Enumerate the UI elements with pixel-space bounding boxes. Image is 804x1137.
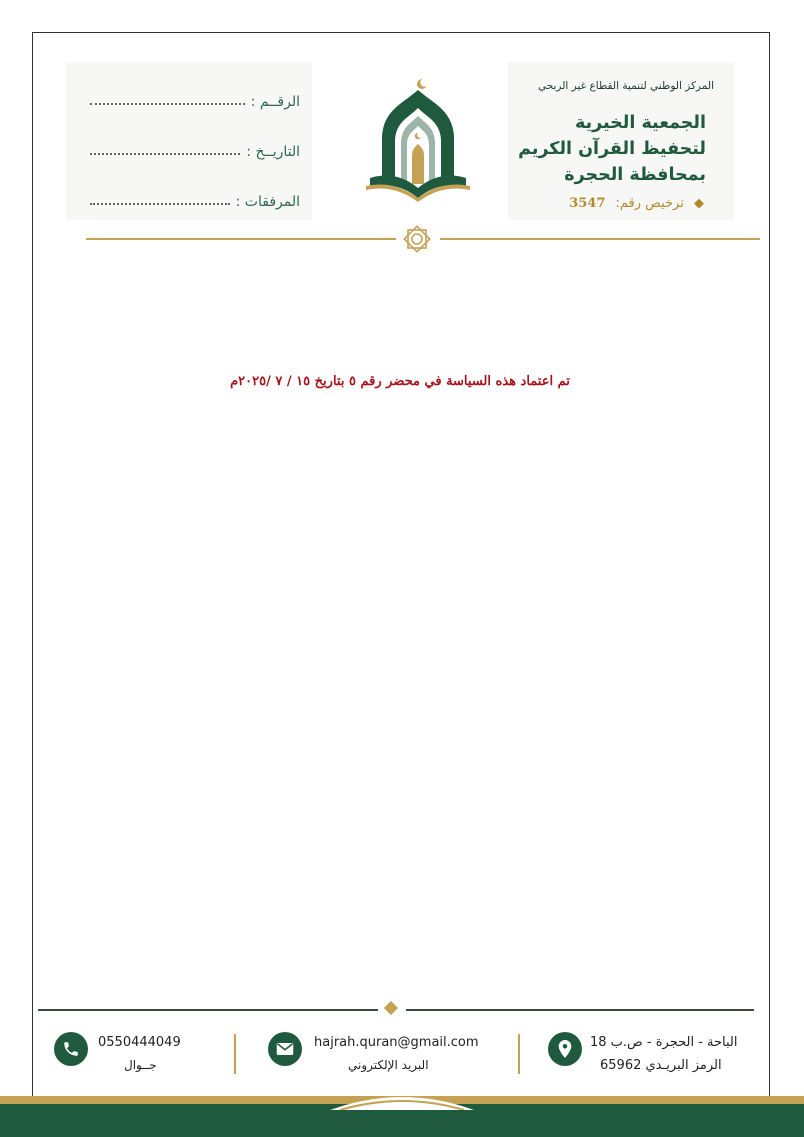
- location-pin-icon: [548, 1032, 582, 1066]
- reference-number-field: [90, 88, 300, 110]
- reference-number-label: الرقــم :: [250, 94, 300, 110]
- address-line-2: الرمز البريـدي 65962: [600, 1058, 722, 1073]
- address-line-1: الباحة - الحجرة - ص.ب 18: [590, 1035, 738, 1050]
- date-field: [90, 138, 300, 160]
- phone-label: جــوال: [124, 1058, 157, 1072]
- org-name-line-2: لتحفيظ القرآن الكريم: [518, 139, 706, 159]
- footer-divider-right: [406, 1009, 754, 1011]
- bottom-arch-icon: [330, 1090, 474, 1110]
- header-divider-right: [440, 238, 760, 240]
- email-address[interactable]: hajrah.quran@gmail.com: [314, 1035, 479, 1050]
- diamond-icon: ◆: [694, 196, 704, 211]
- email-label: البريد الإلكتروني: [348, 1058, 429, 1072]
- footer-separator-1: [234, 1034, 236, 1074]
- star-ornament-icon: [401, 223, 433, 255]
- footer-divider-left: [38, 1009, 378, 1011]
- mosque-book-logo-icon: [362, 74, 474, 210]
- footer-separator-2: [518, 1034, 520, 1074]
- license-label: ترخيص رقم:: [615, 196, 684, 211]
- org-center-name: المركز الوطني لتنمية القطاع غير الربحي: [537, 80, 714, 92]
- header-divider-left: [86, 238, 396, 240]
- date-label: التاريــخ :: [246, 144, 300, 160]
- attachments-label: المرفقات :: [235, 194, 300, 210]
- org-name-line-3: بمحافظة الحجرة: [564, 165, 706, 185]
- approval-statement: تم اعتماد هذه السياسة في محضر رقم ٥ بتاريخ ١٥ / ٧ /٢٠٢٥م: [230, 374, 570, 389]
- phone-icon: [54, 1032, 88, 1066]
- date-line: [90, 153, 240, 155]
- reference-number-line: [90, 103, 245, 105]
- phone-number[interactable]: 0550444049: [98, 1035, 181, 1050]
- org-name-line-1: الجمعية الخيرية: [574, 113, 706, 133]
- attachments-line: [90, 203, 230, 205]
- license-info: [569, 196, 704, 211]
- envelope-icon: [268, 1032, 302, 1066]
- license-number: 3547: [569, 196, 606, 211]
- attachments-field: [90, 188, 300, 210]
